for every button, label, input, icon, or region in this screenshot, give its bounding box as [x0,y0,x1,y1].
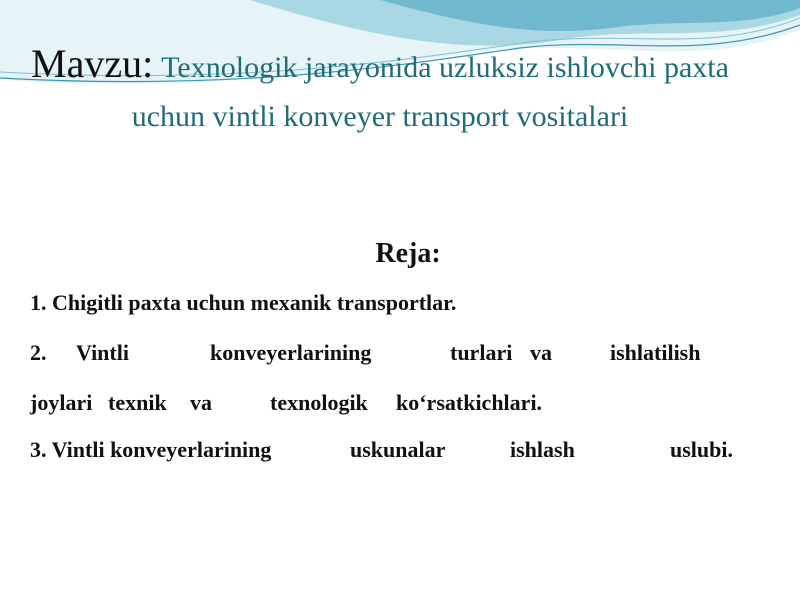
title-text: Texnologik jarayonida uzluksiz ishlovchi paxta uchun vintli konveyer transport vositalari [131,51,729,133]
list-item-2-word: ishlatilish [610,340,701,365]
list-item-2-cont-word: joylari [30,390,93,415]
list-item-2-cont-word: texnologik [270,390,368,415]
list-item-3-word: uslubi. [670,437,733,462]
list-item-2-cont-word: ko‘rsatkichlari. [396,390,543,415]
list-item-3-word: ishlash [510,437,575,462]
list-item-3-word: uskunalar [350,437,446,462]
list-item-3-word: 3. Vintli konveyerlarining [30,437,272,462]
title-lead: Mavzu: [31,41,154,86]
slide-title [20,42,740,144]
list-item-2-word: va [530,340,552,365]
list-item-2-word: konveyerlarining [210,340,372,365]
list-item-2-cont-word: texnik [108,390,167,415]
list-item-2-cont-word: va [190,390,212,415]
list-item-1: 1. Chigitli paxta uchun mexanik transportlar. [30,290,457,315]
list-item-2-word: turlari [450,340,513,365]
list-item-2-word: Vintli [76,340,129,365]
list-item-2-word: 2. [30,340,47,365]
plan-heading: Reja: [375,238,441,269]
